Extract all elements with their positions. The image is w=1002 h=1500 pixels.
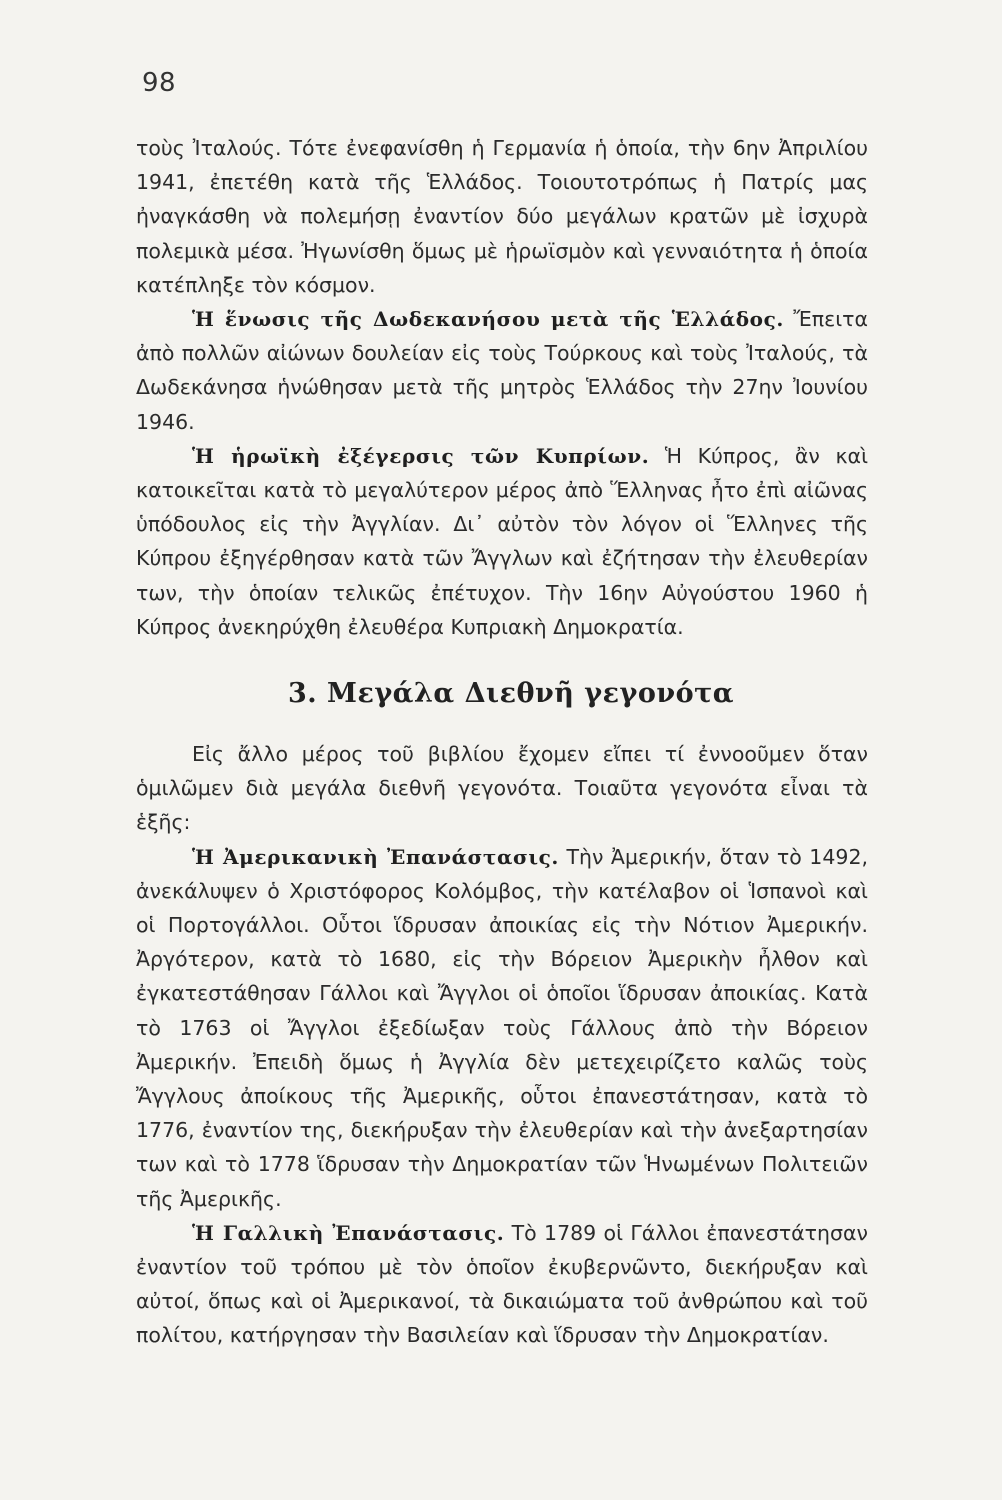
page-number: 98 xyxy=(142,68,177,98)
run-in-heading-french-revolution: Ἡ Γαλλικὴ Ἐπανάστασις. xyxy=(192,1220,505,1245)
paragraph-dodecanese xyxy=(136,302,868,439)
text-block-top xyxy=(136,131,868,644)
paragraph-intro: Εἰς ἄλλο μέρος τοῦ βιβλίου ἔχομεν εἴπει τί ἐννοοῦμεν ὅταν ὁμιλῶμεν διὰ μεγάλα διεθνῆ γεγονότα. Τοιαῦτα γεγονότα εἶναι τὰ ἑξῆς: xyxy=(136,742,868,835)
paragraph-italian-war: τοὺς Ἰταλούς. Τότε ἐνεφανίσθη ἡ Γερμανία ἡ ὁποία, τὴν 6ην Ἀπριλίου 1941, ἐπετέθη κατὰ τῆς Ἑλλάδος. Τοιουτοτρόπως ἡ Πατρίς μας ἠναγκάσθη νὰ πολεμήσῃ ἐναντίον δύο μεγάλων κρατῶν μὲ ἰσχυρὰ πολεμικὰ μέσα. Ἠγωνίσθη ὅμως μὲ ἡρωϊσμὸν καὶ γενναιότητα ἡ ὁποία κατέπληξε τὸν κόσμον. xyxy=(136,136,868,297)
paragraph-american-revolution xyxy=(136,840,868,1216)
paragraph-cyprus-text: Ἡ Κύπρος, ἂν καὶ κατοικεῖται κατὰ τὸ μεγαλύτερον μέρος ἀπὸ Ἕλληνας ἦτο ἐπὶ αἰῶνας ὑπόδουλος εἰς τὴν Ἀγγλίαν. Δι᾽ αὐτὸν τὸν λόγον οἱ Ἕλληνες τῆς Κύπρου ἐξηγέρθησαν κατὰ τῶν Ἄγγλων καὶ ἐζήτησαν τὴν ἐλευθερίαν των, τὴν ὁποίαν τελικῶς ἐπέτυχον. Τὴν 16ην Αὐγούστου 1960 ἡ Κύπρος ἀνεκηρύχθη ἐλευθέρα Κυπριακὴ Δημοκρατία. xyxy=(136,443,869,639)
paragraph-french-revolution-text: Τὸ 1789 οἱ Γάλλοι ἐπανεστάτησαν ἐναντίον τοῦ τρόπου μὲ τὸν ὁποῖον ἐκυβερνῶντο, διεκήρυξαν καὶ αὐτοί, ὅπως καὶ οἱ Ἀμερικανοί, τὰ δικαιώματα τοῦ ἀνθρώπου καὶ τοῦ πολίτου, κατήργησαν τὴν Βασιλείαν καὶ ἵδρυσαν τὴν Δημοκρατίαν. xyxy=(136,1220,868,1348)
run-in-heading-dodecanese: Ἡ ἕνωσις τῆς Δωδεκανήσου μετὰ τῆς Ἑλλάδος. xyxy=(192,307,784,332)
run-in-heading-american-revolution: Ἡ Ἀμερικανικὴ Ἐπανάστασις. xyxy=(192,844,559,869)
paragraph-dodecanese-text: Ἔπειτα ἀπὸ πολλῶν αἰώνων δουλείαν εἰς τοὺς Τούρκους καὶ τοὺς Ἰταλούς, τὰ Δωδεκάνησα ἡνώθησαν μετὰ τῆς μητρὸς Ἑλλάδος τὴν 27ην Ἰουνίου 1946. xyxy=(136,307,868,434)
section-heading-text: 3. Μεγάλα Διεθνῆ γεγονότα xyxy=(287,678,735,709)
paragraph-american-revolution-text: Τὴν Ἀμερικήν, ὅταν τὸ 1492, ἀνεκάλυψεν ὁ Χριστόφορος Κολόμβος, τὴν κατέλαβον οἱ Ἱσπανοὶ καὶ οἱ Πορτογάλλοι. Οὗτοι ἵδρυσαν ἀποικίας εἰς τὴν Νότιον Ἀμερικήν. Ἀργότερον, κατὰ τὸ 1680, εἰς τὴν Βόρειον Ἀμερικὴν ἦλθον καὶ ἐγκατεστάθησαν Γάλλοι καὶ Ἄγγλοι οἱ ὁποῖοι ἵδρυσαν ἀποικίας. Κατὰ τὸ 1763 οἱ Ἄγγλοι ἐξεδίωξαν τοὺς Γάλλους ἀπὸ τὴν Βόρειον Ἀμερικήν. Ἐπειδὴ ὅμως ἡ Ἀγγλία δὲν μετεχειρίζετο καλῶς τοὺς Ἄγγλους ἀποίκους τῆς Ἀμερικῆς, οὗτοι ἐπανεστάτησαν, κατὰ τὸ 1776, ἐναντίον της, διεκήρυξαν τὴν ἐλευθερίαν καὶ τὴν ἀνεξαρτησίαν των καὶ τὸ 1778 ἵδρυσαν τὴν Δημοκρατίαν τῶν Ἡνωμένων Πολιτειῶν τῆς Ἀμερικῆς. xyxy=(136,844,868,1211)
text-block-bottom xyxy=(136,737,868,1353)
section-heading xyxy=(0,678,1002,709)
paragraph-cyprus xyxy=(136,439,868,644)
run-in-heading-cyprus: Ἡ ἡρωϊκὴ ἐξέγερσις τῶν Κυπρίων. xyxy=(192,443,650,468)
paragraph-french-revolution xyxy=(136,1216,868,1353)
